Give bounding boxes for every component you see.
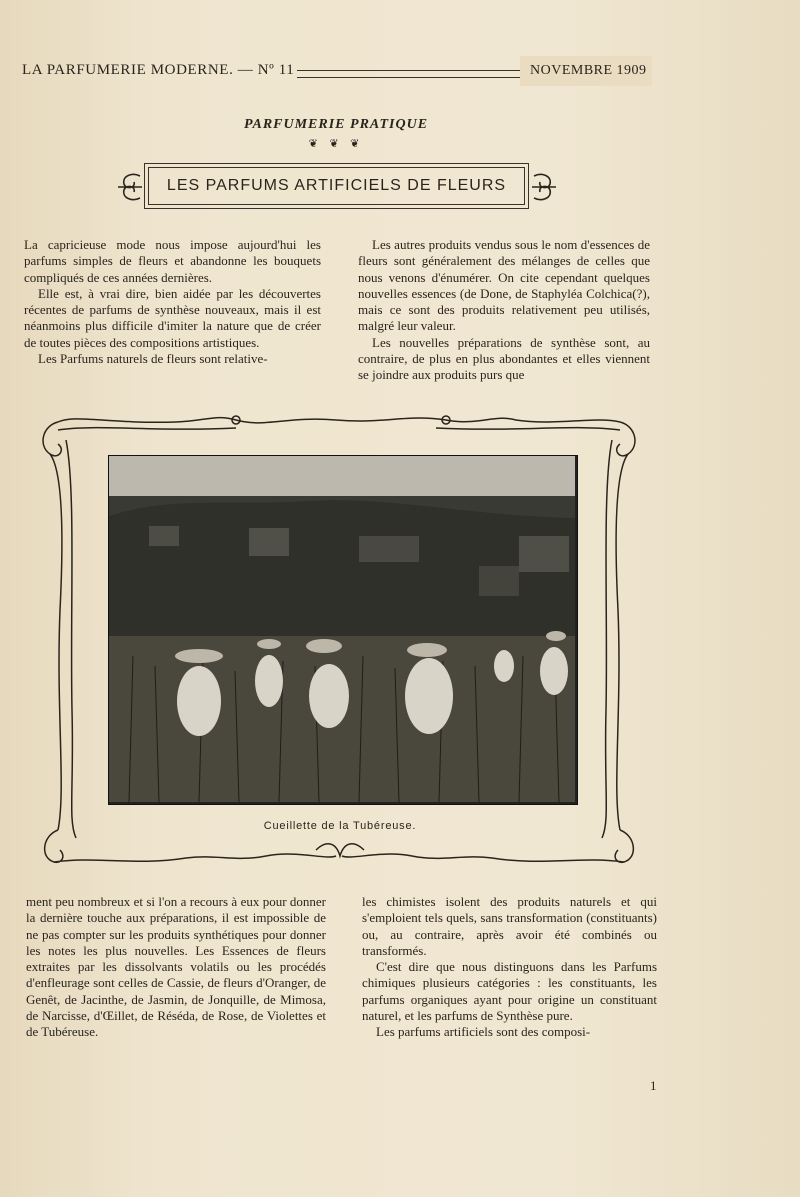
paragraph: Les Parfums naturels de fleurs sont relative- <box>38 351 268 367</box>
paragraph: Elle est, à vrai dire, bien aidée par les découvertes récentes de parfums de synthèse nouveaux, mais il est néanmoins plus difficile d'imiter la nature que de créer de toutes pièces des compositions artistiques. <box>24 285 321 350</box>
journal-title: LA PARFUMERIE MODERNE. — Nº 11 <box>22 62 295 78</box>
photograph-tuberose-harvest <box>108 455 578 805</box>
right-title-flourish-icon <box>530 170 560 204</box>
page-number: 1 <box>650 1078 657 1093</box>
paragraph: Les autres produits vendus sous le nom d'essences de fleurs sont généralement des mélanges de celles que nous venons d'énumérer. On cite cependant quelques nouvelles essences (de Done, de Staphyléa Colchica(?), mais ce sont des produits relativement peu utilisés, malgré leur valeur. <box>358 237 650 334</box>
paragraph: Les nouvelles préparations de synthèse sont, au contraire, de plus en plus abondantes et elles viennent se joindre aux produits purs que <box>358 334 650 383</box>
figure-caption: Cueillette de la Tubéreuse. <box>263 820 417 832</box>
left-title-flourish-icon <box>114 170 144 204</box>
paragraph: les chimistes isolent des produits naturels et qui s'emploient tels quels, sans transformation (constituants) ou, au contraire, après avoir été combinés ou transformés. <box>362 894 657 958</box>
column-bottom-right <box>362 894 657 1041</box>
issue-date: NOVEMBRE 1909 <box>520 56 652 86</box>
column-top-right <box>358 237 650 384</box>
column-top-left <box>24 237 321 367</box>
running-header <box>22 62 782 84</box>
title-box <box>144 163 529 209</box>
fleuron-ornament: ❦ ❦ ❦ <box>308 137 364 150</box>
header-rule <box>297 70 533 78</box>
paragraph: Les parfums artificiels sont des composi- <box>376 1024 591 1040</box>
article-title: LES PARFUMS ARTIFICIELS DE FLEURS <box>166 177 507 194</box>
column-bottom-left <box>26 894 326 1041</box>
paragraph: C'est dire que nous distinguons dans les Parfums chimiques plusieurs catégories : les constituants, les parfums organiques ayant pour origine un constituant naturel, et les parfums de Synthèse pure. <box>362 959 657 1024</box>
paragraph: La capricieuse mode nous impose aujourd'hui les parfums simples de fleurs et abandonne les bouquets compliqués de ces années dernières. <box>24 237 321 285</box>
section-rubric: PARFUMERIE PRATIQUE <box>243 117 429 132</box>
paragraph: ment peu nombreux et si l'on a recours à eux pour donner la dernière touche aux préparations, il est impossible de ne pas compter sur les produits synthétiques pour donner les notes les plus nouvelles. Les Essences de fleurs extraites par les dissolvants volatils ou les procédés d'enfleurage sont celles de Cassie, de fleurs d'Oranger, de Genêt, de Jacinthe, de Jasmin, de Jonquille, de Mimosa, de Narcisse, d'Œillet, de Réséda, de Rose, de Violettes et de Tubéreuse. <box>26 894 326 1040</box>
